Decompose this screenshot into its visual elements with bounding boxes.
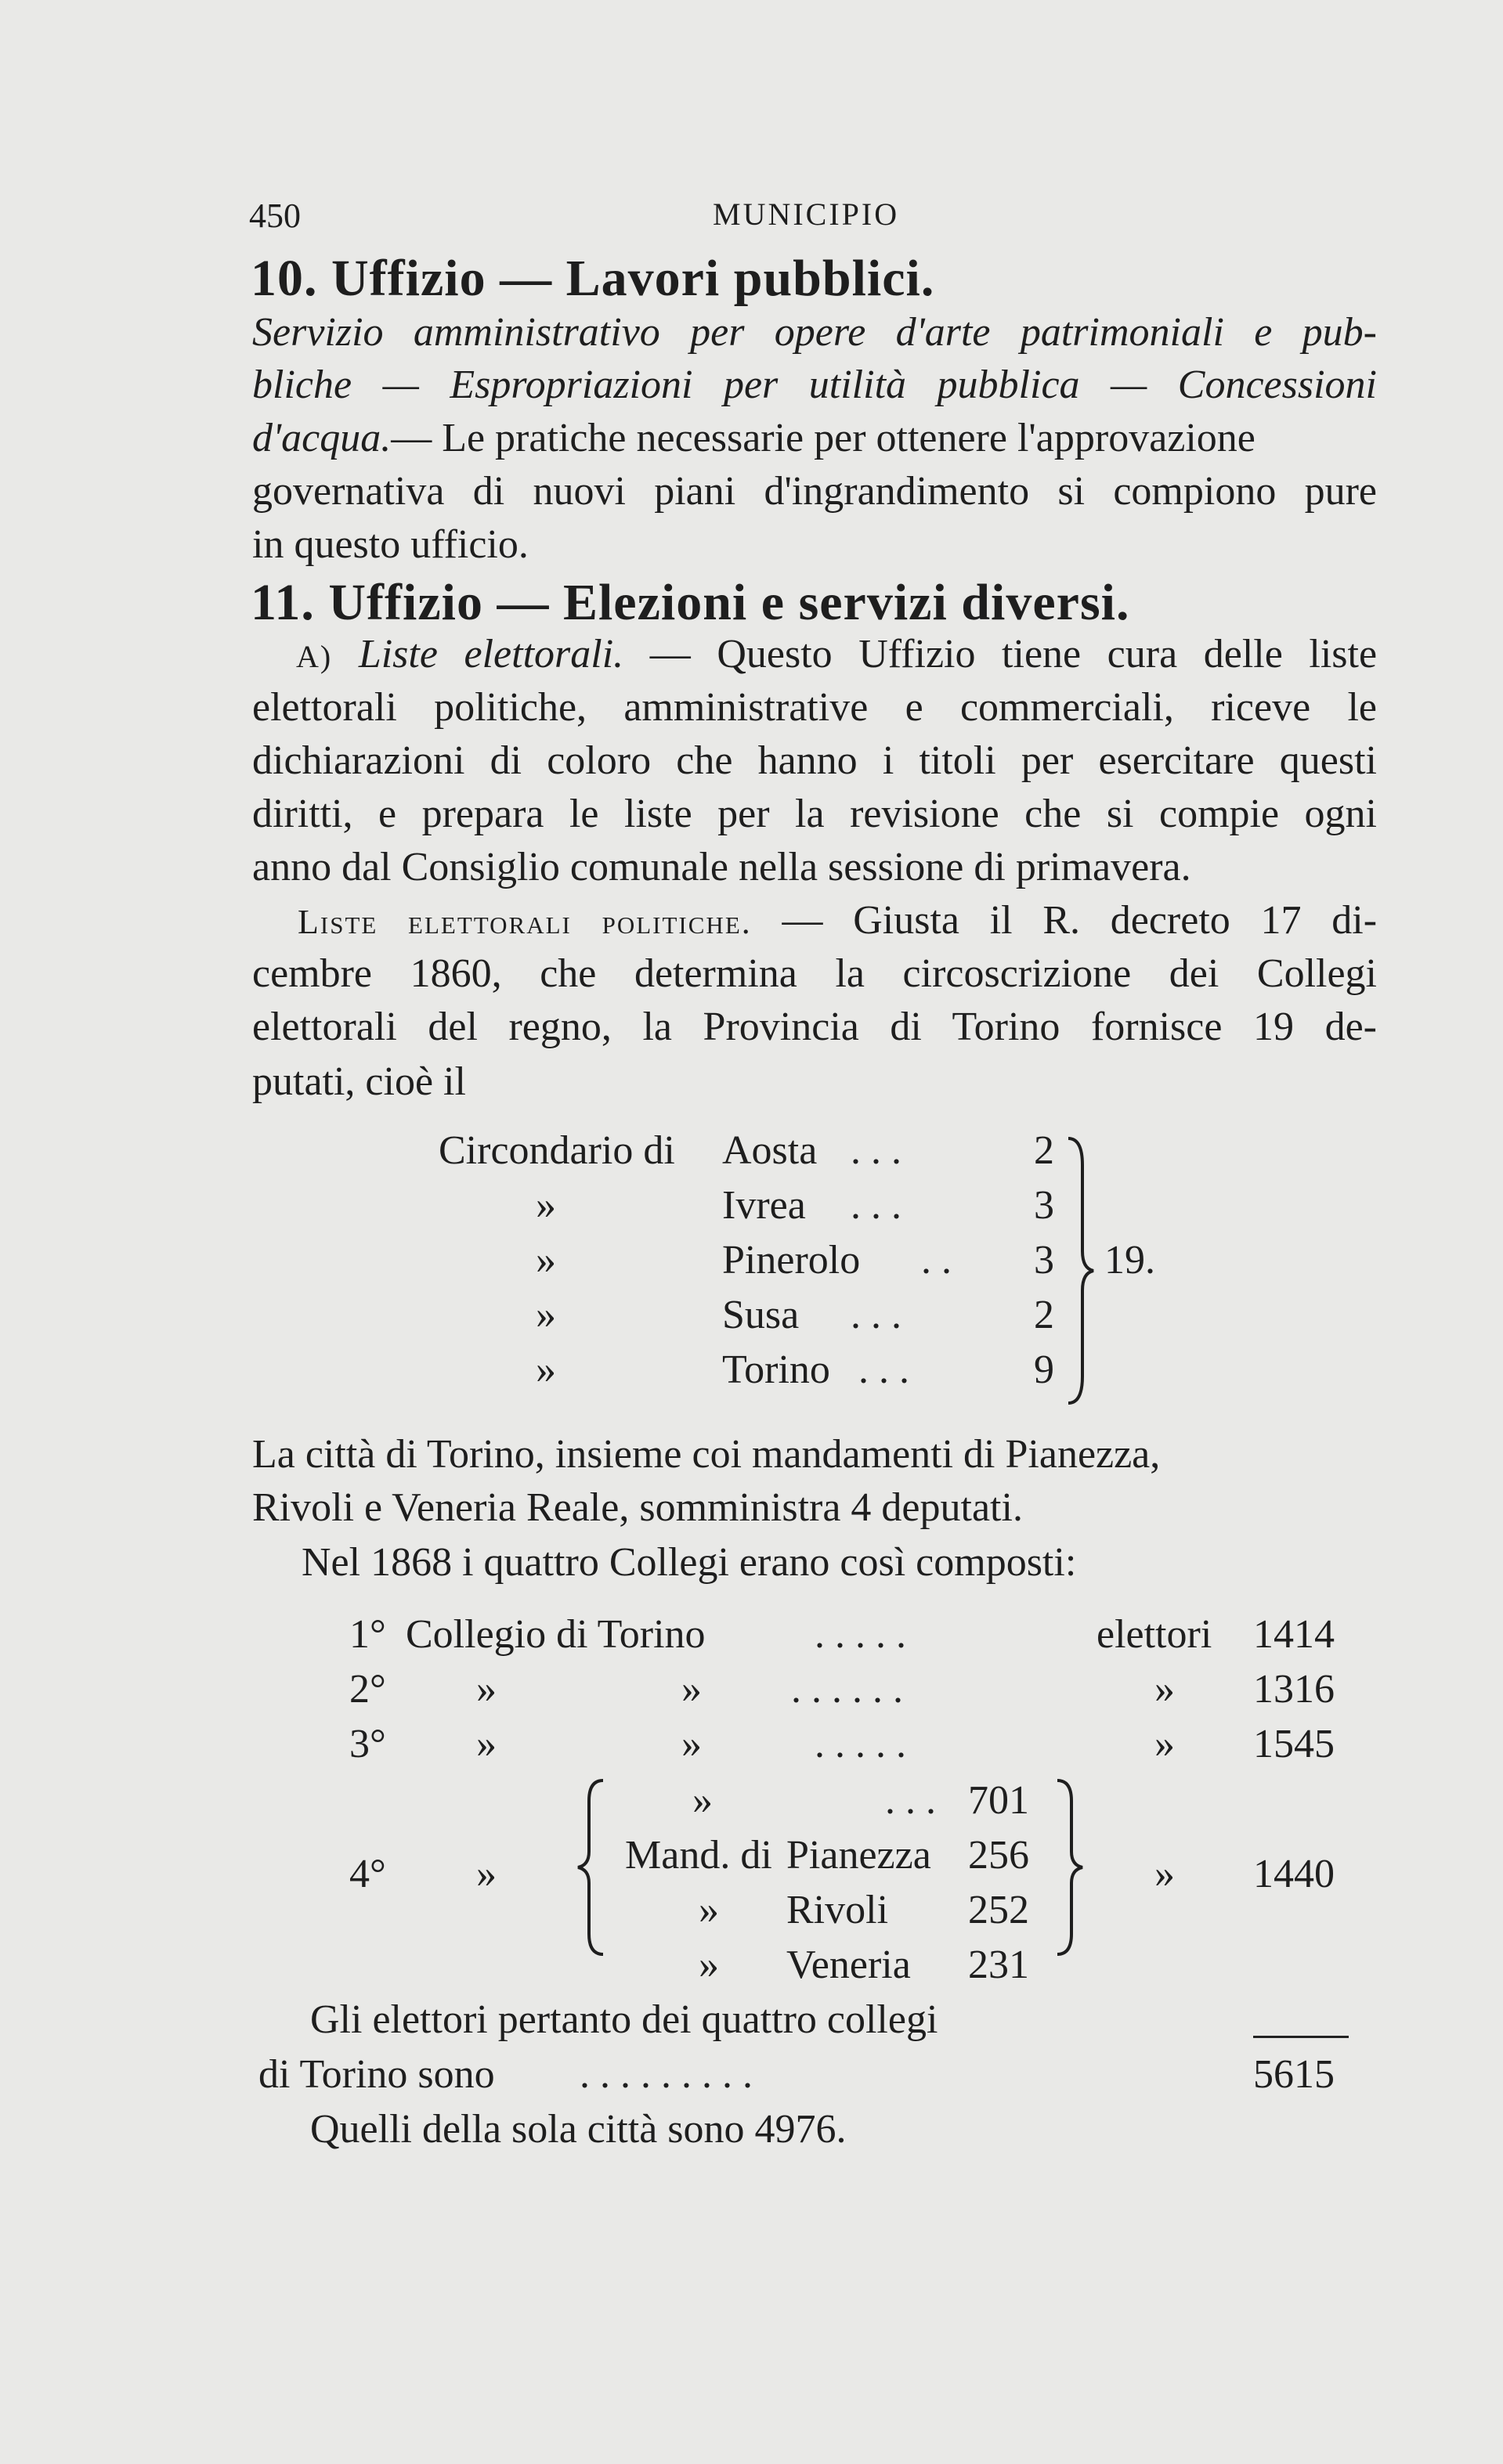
leader-dots: . . .	[885, 1778, 936, 1823]
running-title: MUNICIPIO	[713, 197, 900, 232]
table-cell: 231	[968, 1943, 1029, 1987]
italic-run: d'acqua.	[252, 416, 392, 460]
right-brace-icon	[1062, 1134, 1101, 1408]
table-cell: »	[476, 1667, 497, 1712]
table-cell: »	[476, 1722, 497, 1766]
leader-dots: . . .	[851, 1128, 901, 1173]
page-number: 450	[249, 197, 301, 235]
table-cell: 1°	[349, 1612, 386, 1657]
paragraph-line: Quelli della sola città sono 4976.	[310, 2107, 847, 2152]
leader-dots: . . .	[858, 1347, 909, 1392]
paragraph-line	[298, 897, 1377, 943]
sum-rule	[1253, 2036, 1349, 2038]
table-cell: 2	[1034, 1293, 1054, 1337]
table-cell: Ivrea	[722, 1183, 806, 1228]
table-cell: 256	[968, 1833, 1029, 1878]
subsection-title: Liste elettorali politiche.	[298, 903, 752, 941]
section-11-heading: 11. Uffizio — Elezioni e servizi diversi.	[251, 574, 1130, 631]
right-brace-icon	[1051, 1777, 1090, 1957]
text-run: — Le pratiche necessarie per ottenere l'approvazione	[391, 416, 1256, 460]
section-10-heading: 10. Uffizio — Lavori pubblici.	[251, 250, 935, 307]
sub-letter: A)	[296, 639, 333, 674]
table-cell: 3	[1034, 1238, 1054, 1283]
table-cell: 3°	[349, 1722, 386, 1766]
table-cell: elettori	[1097, 1612, 1212, 1657]
leader-dots: . . . . . . . . .	[580, 2052, 753, 2097]
table-cell: 4°	[349, 1852, 386, 1896]
table-cell: 1414	[1253, 1612, 1335, 1657]
paragraph-line: anno dal Consiglio comunale nella sessione di primavera.	[252, 845, 1191, 889]
table-cell: »	[681, 1722, 702, 1766]
leader-dots: . . . . .	[815, 1722, 906, 1766]
table-cell: »	[681, 1667, 702, 1712]
table-cell: Circondario di	[439, 1128, 675, 1173]
paragraph-line: dichiarazioni di coloro che hanno i titoli per esercitare questi	[252, 738, 1377, 783]
text-run: — Giusta il R. decreto 17 di-	[782, 898, 1378, 943]
paragraph-line: elettorali del regno, la Provincia di Torino fornisce 19 de-	[252, 1005, 1377, 1049]
table-cell: Rivoli	[786, 1888, 889, 1932]
paragraph-line: di Torino sono	[258, 2052, 495, 2097]
table-cell: Pinerolo	[722, 1238, 861, 1283]
leader-dots: . . .	[851, 1293, 901, 1337]
paragraph-line: bliche — Espropriazioni per utilità pubblica — Concessioni	[252, 363, 1377, 407]
table-cell: 701	[968, 1778, 1029, 1823]
table-cell: Pianezza	[786, 1833, 931, 1878]
table-cell: »	[1154, 1722, 1175, 1766]
table-cell: »	[699, 1888, 719, 1932]
leader-dots: . . . . . .	[791, 1667, 903, 1712]
table-cell: »	[536, 1293, 556, 1337]
paragraph-line: Nel 1868 i quattro Collegi erano così composti:	[302, 1540, 1077, 1585]
paragraph-line: Rivoli e Veneria Reale, somministra 4 deputati.	[252, 1485, 1023, 1530]
table-cell: Veneria	[786, 1943, 911, 1987]
table-cell: 3	[1034, 1183, 1054, 1228]
paragraph-line: Servizio amministrativo per opere d'arte patrimoniali e pub-	[252, 310, 1377, 355]
paragraph-line: elettorali politiche, amministrative e commerciali, riceve le	[252, 685, 1377, 730]
table-cell: »	[536, 1238, 556, 1283]
table-cell: »	[692, 1778, 713, 1823]
table-cell: »	[536, 1183, 556, 1228]
table-cell: Susa	[722, 1293, 800, 1337]
table-cell: 1440	[1253, 1852, 1335, 1896]
table-cell: Aosta	[722, 1128, 818, 1173]
paragraph-line: Gli elettori pertanto dei quattro collegi	[310, 1997, 938, 2042]
table-cell: Torino	[722, 1347, 830, 1392]
table-cell: 1316	[1253, 1667, 1335, 1712]
paragraph-line: cembre 1860, che determina la circoscrizione dei Collegi	[252, 951, 1377, 996]
table-cell: »	[1154, 1852, 1175, 1896]
table-cell: Mand. di	[625, 1833, 772, 1878]
sub-title: Liste elettorali.	[358, 632, 624, 676]
grand-total: 5615	[1253, 2052, 1335, 2097]
paragraph-line: diritti, e prepara le liste per la revisione che si compie ogni	[252, 792, 1377, 836]
table-cell: »	[476, 1852, 497, 1896]
paragraph-line: in questo ufficio.	[252, 522, 529, 567]
table-cell: 1545	[1253, 1722, 1335, 1766]
paragraph-line: La città di Torino, insieme coi mandamenti di Pianezza,	[252, 1432, 1161, 1477]
table-cell: »	[536, 1347, 556, 1392]
table-cell: »	[699, 1943, 719, 1987]
table-cell: 252	[968, 1888, 1029, 1932]
leader-dots: . . .	[851, 1183, 901, 1228]
table-cell: »	[1154, 1667, 1175, 1712]
table-cell: 2°	[349, 1667, 386, 1712]
table-cell: 9	[1034, 1347, 1054, 1392]
left-brace-icon	[572, 1777, 611, 1957]
paragraph-line	[296, 631, 1377, 677]
leader-dots: . .	[921, 1238, 952, 1283]
leader-dots: . . . . .	[815, 1612, 906, 1657]
circondari-total: 19.	[1104, 1238, 1155, 1283]
table-cell: 2	[1034, 1128, 1054, 1173]
paragraph-line	[252, 415, 1377, 461]
text-run: — Questo Uffizio tiene cura delle liste	[649, 632, 1378, 676]
paragraph-line: governativa di nuovi piani d'ingrandimento si compiono pure	[252, 469, 1377, 514]
table-cell: Collegio di Torino	[406, 1612, 706, 1657]
paragraph-line: putati, cioè il	[252, 1059, 466, 1104]
